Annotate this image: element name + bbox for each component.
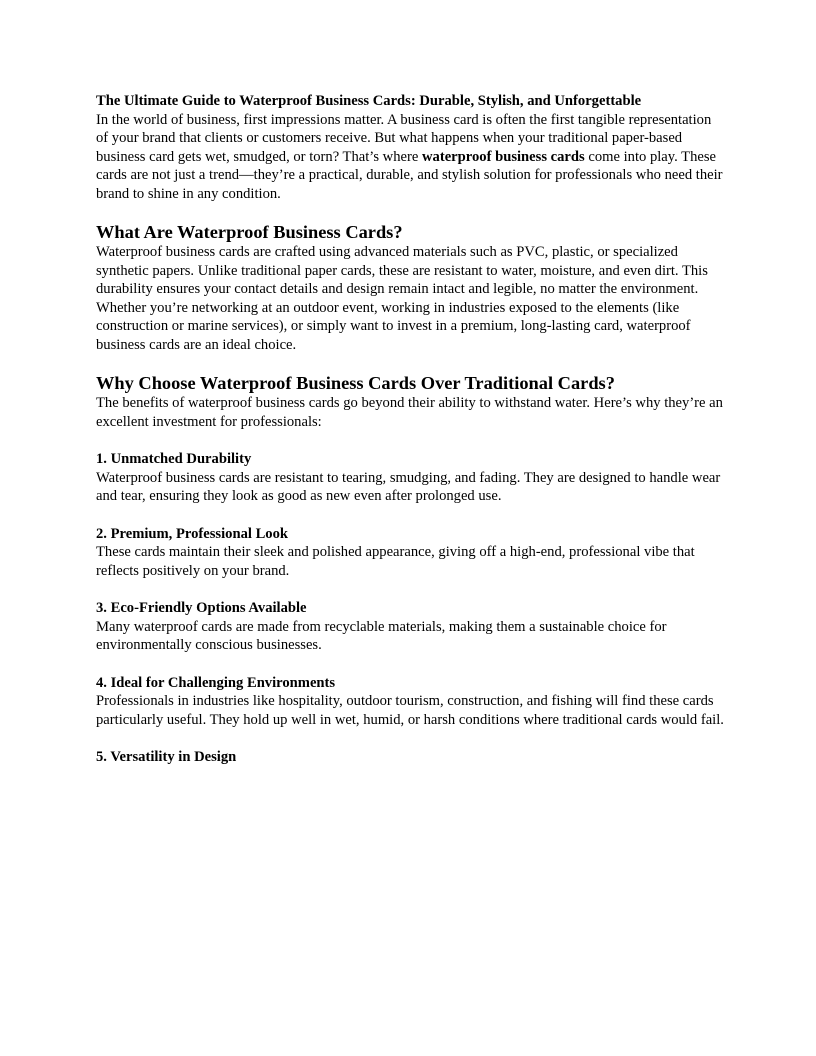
benefit-heading: 4. Ideal for Challenging Environments bbox=[96, 674, 336, 691]
section-heading-why-choose: Why Choose Waterproof Business Cards Over Traditional Cards? bbox=[96, 373, 615, 393]
section2-intro: The benefits of waterproof business cards go beyond their ability to withstand water. Here’s why they’re an excellent investment for professionals: bbox=[96, 395, 723, 430]
document-title: The Ultimate Guide to Waterproof Business Cards: Durable, Stylish, and Unforgettable bbox=[96, 93, 642, 109]
document-page bbox=[96, 92, 724, 767]
intro-text-end: come into play. These cards are not just a trend—they’re a practical, durable, and stylish solution for professionals who need their brand to shine in any condition. bbox=[96, 148, 723, 202]
intro-paragraph bbox=[96, 111, 724, 204]
intro-text-start: In the world of business, first impressions matter. A business card is often the first tangible representation of your brand that clients or customers receive. But what happens when your traditional paper-based business card gets wet, smudged, or torn? That’s where bbox=[96, 111, 712, 165]
benefit-body: Professionals in industries like hospitality, outdoor tourism, construction, and fishing will find these cards particularly useful. They hold up well in wet, humid, or harsh conditions where traditional cards would fail. bbox=[96, 693, 724, 728]
benefit-heading: 3. Eco-Friendly Options Available bbox=[96, 600, 307, 616]
benefit-heading: 2. Premium, Professional Look bbox=[96, 525, 289, 542]
benefit-body: Many waterproof cards are made from recyclable materials, making them a sustainable choice for environmentally conscious businesses. bbox=[96, 618, 667, 653]
section-heading-what-are: What Are Waterproof Business Cards? bbox=[96, 222, 403, 242]
intro-bold-term: waterproof business cards bbox=[422, 148, 585, 165]
benefit-heading: 1. Unmatched Durability bbox=[96, 451, 252, 467]
section1-paragraph: Waterproof business cards are crafted using advanced materials such as PVC, plastic, or specialized synthetic papers. Unlike traditional paper cards, these are resistant to water, moisture, and even dirt. This durability ensures your contact details and design remain intact and legible, no matter the environment. bbox=[96, 244, 708, 297]
section1-paragraph: Whether you’re networking at an outdoor event, working in industries exposed to the elements (like construction or marine services), or simply want to invest in a premium, long-lasting card, waterproof business cards are an ideal choice. bbox=[96, 299, 691, 353]
benefit-heading: 5. Versatility in Design bbox=[96, 749, 237, 765]
benefit-body: Waterproof business cards are resistant to tearing, smudging, and fading. They are designed to handle wear and tear, ensuring they look as good as new even after prolonged use. bbox=[96, 469, 721, 504]
benefit-body: These cards maintain their sleek and polished appearance, giving off a high-end, professional vibe that reflects positively on your brand. bbox=[96, 544, 695, 579]
